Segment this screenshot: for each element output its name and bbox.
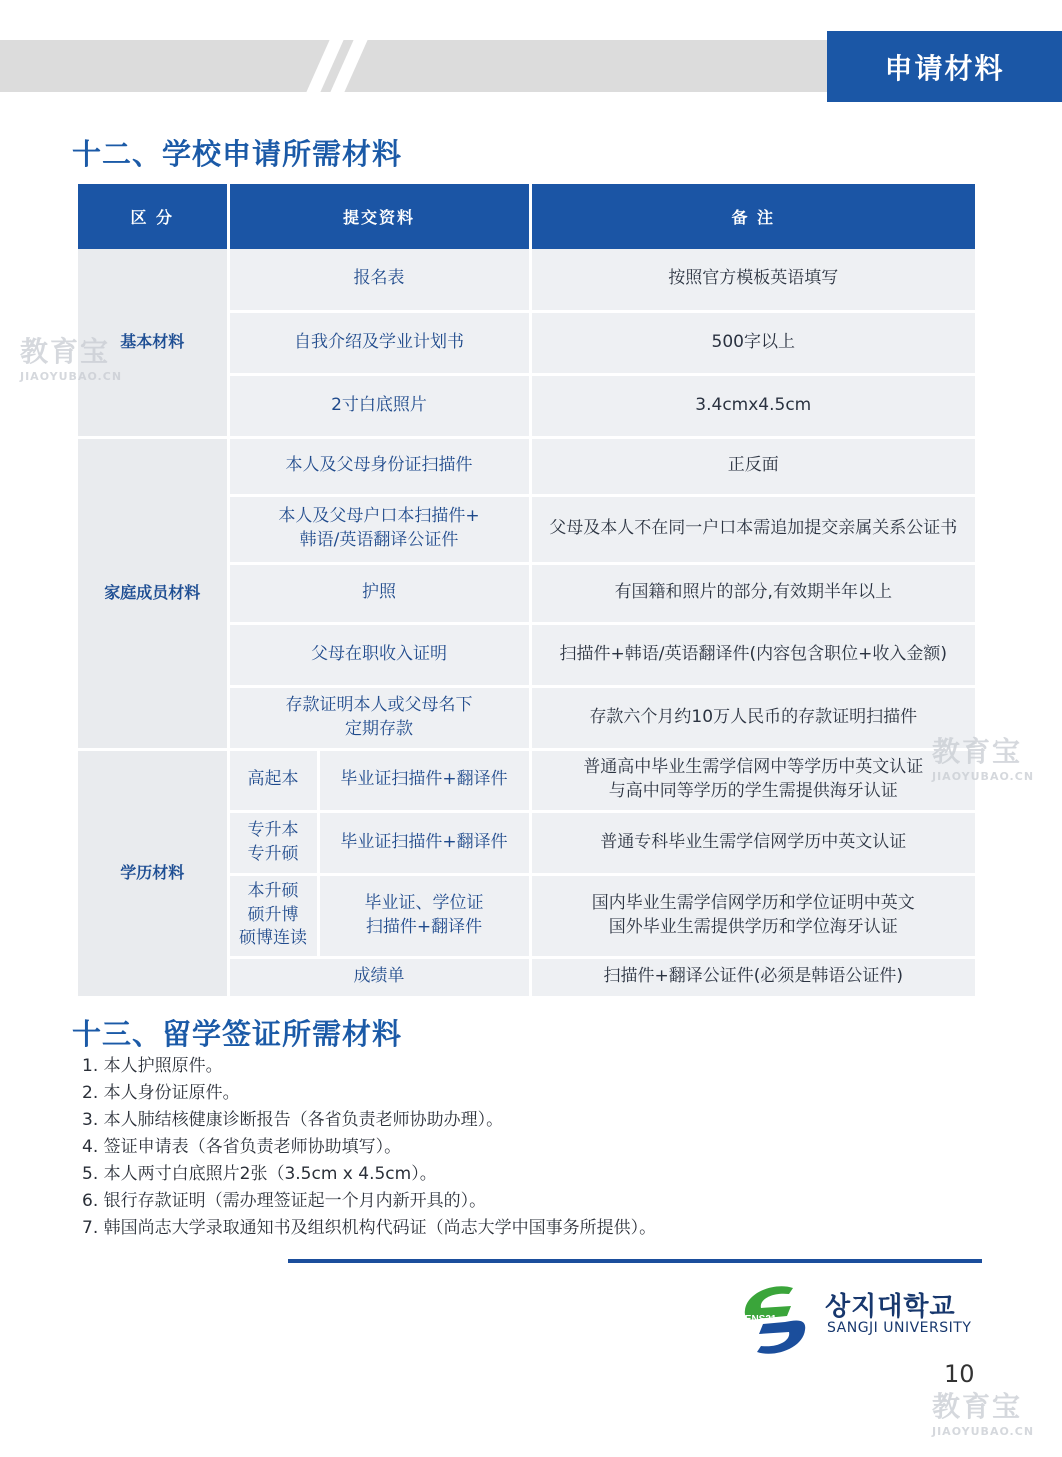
document-line: 毕业证、学位证: [364, 892, 484, 913]
watermark-text: 教育宝: [20, 335, 111, 368]
note-cell: [530, 749, 975, 811]
list-item: 4. 签证申请表（各省负责老师协助填写）。: [82, 1137, 402, 1157]
note-cell: 正反面: [530, 437, 975, 495]
visa-materials-list: [82, 1053, 656, 1242]
document-line: 韩语/英语翻译公证件: [299, 530, 459, 550]
watermark: [20, 330, 122, 383]
document-cell: 自我介绍及学业计划书: [228, 311, 530, 374]
document-cell: 父母在职收入证明: [228, 623, 530, 686]
note-cell: 普通专科毕业生需学信网学历中英文认证: [530, 811, 975, 874]
document-cell: [228, 686, 530, 749]
page-number: 10: [944, 1360, 975, 1388]
document-cell: [228, 495, 530, 563]
document-line: 本人及父母户口本扫描件+: [278, 506, 480, 527]
note-line: 国内毕业生需学信网学历和学位证明中英文: [591, 892, 915, 913]
note-line: 国外毕业生需提供学历和学位海牙认证: [608, 916, 898, 937]
level-line: 本升硕: [247, 880, 299, 901]
document-cell: 毕业证扫描件+翻译件: [318, 749, 530, 811]
university-logo: [735, 1280, 985, 1360]
watermark-url: JIAOYUBAO.CN: [932, 1425, 1035, 1438]
document-line: 扫描件+翻译件: [365, 916, 483, 937]
note-cell: 扫描件+翻译公证件(必须是韩语公证件): [530, 957, 975, 997]
table-row: [78, 437, 975, 495]
note-cell: 扫描件+韩语/英语翻译件(内容包含职位+收入金额): [530, 623, 975, 686]
note-cell: 按照官方模板英语填写: [530, 249, 975, 311]
watermark-text: 教育宝: [932, 735, 1023, 768]
document-cell: 成绩单: [228, 957, 530, 997]
note-line: 普通高中毕业生需学信网中等学历中英文认证: [583, 757, 924, 778]
level-cell: [228, 874, 318, 957]
category-education: 学历材料: [78, 749, 228, 997]
note-cell: 存款六个月约10万人民币的存款证明扫描件: [530, 686, 975, 749]
table-row: [78, 249, 975, 311]
note-cell: 父母及本人不在同一户口本需追加提交亲属关系公证书: [530, 495, 975, 563]
level-cell: [228, 811, 318, 874]
category-basic: 基本材料: [78, 249, 228, 437]
level-line: 硕博连读: [239, 928, 307, 949]
logo-badge-text: GENS21: [737, 1314, 777, 1325]
logo-korean-name: 상지대학교: [825, 1292, 956, 1322]
list-item: 3. 本人肺结核健康诊断报告（各省负责老师协助办理）。: [82, 1110, 504, 1130]
level-line: 专升本: [247, 819, 299, 840]
note-cell: 有国籍和照片的部分,有效期半年以上: [530, 563, 975, 623]
list-item: 7. 韩国尚志大学录取通知书及组织机构代码证（尚志大学中国事务所提供）。: [82, 1218, 657, 1238]
document-line: 存款证明本人或父母名下: [285, 694, 473, 715]
watermark-url: JIAOYUBAO.CN: [932, 770, 1035, 783]
watermark: [932, 730, 1034, 783]
note-line: 与高中同等学历的学生需提供海牙认证: [608, 781, 898, 801]
logo-english-name: SANGJI UNIVERSITY: [827, 1320, 972, 1336]
section-12-title: 十二、学校申请所需材料: [72, 137, 403, 171]
list-item: 5. 本人两寸白底照片2张（3.5cm x 4.5cm）。: [82, 1164, 437, 1184]
note-cell: 3.4cmx4.5cm: [530, 374, 975, 437]
table-row: [78, 749, 975, 811]
footer-divider: [288, 1259, 982, 1263]
header-band: [0, 40, 830, 92]
section-13-title: 十三、留学签证所需材料: [72, 1017, 403, 1051]
level-line: 硕升博: [247, 904, 299, 925]
header-notes: 备 注: [530, 184, 975, 249]
logo-emblem-icon: [735, 1280, 815, 1360]
document-cell: 报名表: [228, 249, 530, 311]
document-cell: [318, 874, 530, 957]
note-cell: [530, 874, 975, 957]
note-cell: 500字以上: [530, 311, 975, 374]
document-cell: 护照: [228, 563, 530, 623]
materials-table-wrapper: [78, 184, 975, 999]
level-cell: [228, 749, 318, 811]
watermark-text: 教育宝: [932, 1390, 1023, 1423]
header-category: 区 分: [78, 184, 228, 249]
level-line: 专升硕: [247, 843, 299, 864]
document-line: 定期存款: [345, 718, 413, 739]
watermark-url: JIAOYUBAO.CN: [20, 370, 123, 383]
level-line: 高起本: [247, 769, 299, 790]
section-tag: 申请材料: [827, 31, 1062, 102]
document-cell: 本人及父母身份证扫描件: [228, 437, 530, 495]
list-item: 1. 本人护照原件。: [82, 1056, 223, 1076]
watermark: [932, 1385, 1034, 1438]
list-item: 2. 本人身份证原件。: [82, 1083, 240, 1103]
document-cell: 毕业证扫描件+翻译件: [318, 811, 530, 874]
table-header-row: [78, 184, 975, 249]
header-documents: 提交资料: [228, 184, 530, 249]
list-item: 6. 银行存款证明（需办理签证起一个月内新开具的）。: [82, 1191, 487, 1211]
materials-table: [78, 184, 975, 999]
category-family: 家庭成员材料: [78, 437, 228, 749]
document-cell: 2寸白底照片: [228, 374, 530, 437]
